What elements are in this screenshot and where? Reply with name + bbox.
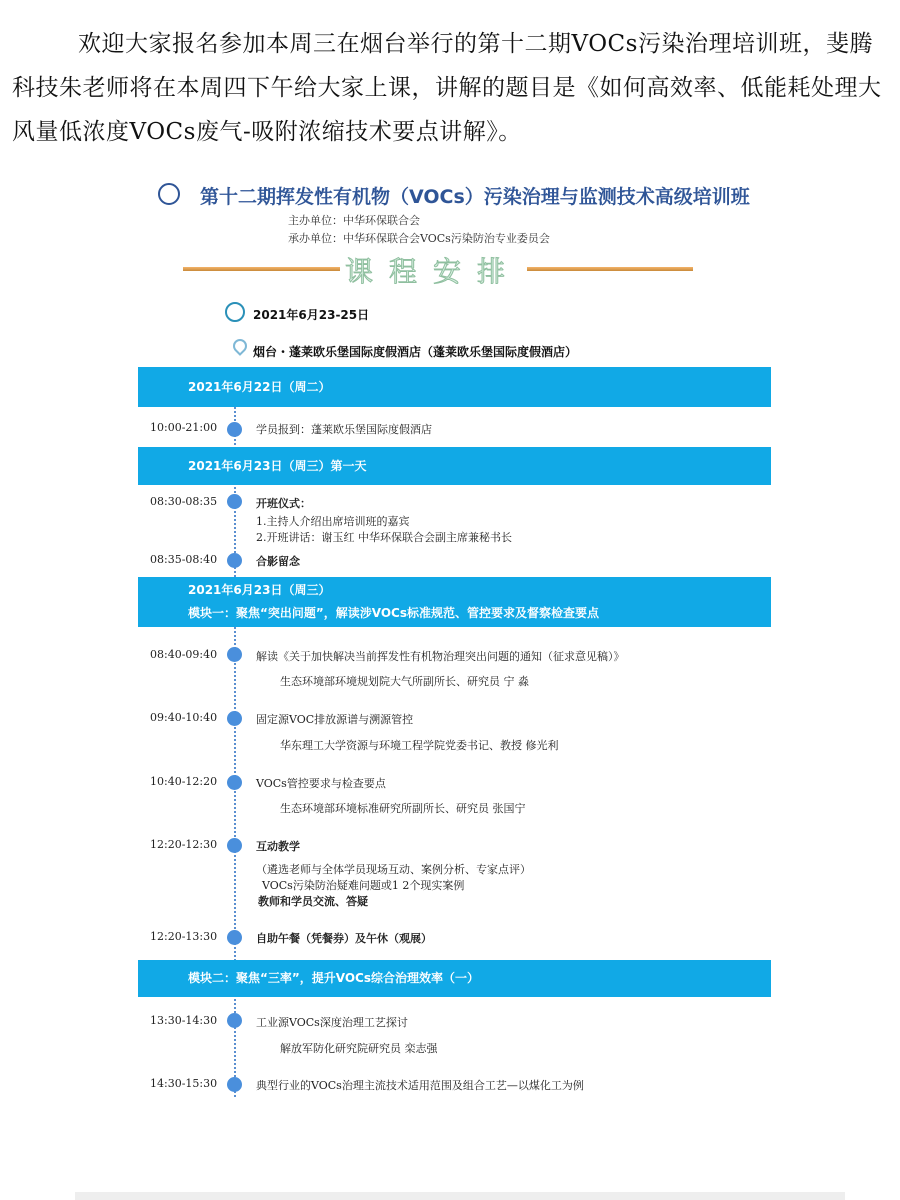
item-line: （遴选老师与全体学员现场互动、案例分析、专家点评） bbox=[256, 863, 531, 876]
item-title: 合影留念 bbox=[256, 555, 300, 568]
item-title: 自助午餐（凭餐券）及午休（观展） bbox=[256, 932, 432, 945]
module-title: 模块一：聚焦“突出问题”，解读涉VOCs标准规范、管控要求及督察检查要点 bbox=[188, 606, 600, 620]
time: 10:40-12:20 bbox=[150, 775, 218, 788]
item-line: VOCs污染防治疑难问题或1 2个现实案例 bbox=[262, 879, 465, 892]
item-line: 1.主持人介绍出席培训班的嘉宾 bbox=[256, 515, 410, 528]
day-bar-0623: 2021年6月23日（周三）第一天 bbox=[138, 447, 771, 485]
time: 12:20-13:30 bbox=[150, 930, 218, 943]
timeline-dot bbox=[227, 838, 242, 853]
item-title: 互动教学 bbox=[256, 840, 300, 853]
speaker: 生态环境部环境标准研究所副所长、研究员 张国宁 bbox=[280, 802, 526, 815]
time: 13:30-14:30 bbox=[150, 1014, 218, 1027]
time: 08:30-08:35 bbox=[150, 495, 218, 508]
speaker: 解放军防化研究院研究员 栾志强 bbox=[280, 1042, 438, 1055]
module-bar-1 bbox=[138, 577, 771, 627]
timeline-dot bbox=[227, 711, 242, 726]
footer-bar bbox=[75, 1192, 845, 1200]
module-date: 2021年6月23日（周三） bbox=[188, 583, 331, 597]
divider-left bbox=[183, 267, 340, 271]
timeline-dot bbox=[227, 422, 242, 437]
event-dates: 2021年6月23-25日 bbox=[253, 308, 370, 322]
item-title: 解读《关于加快解决当前挥发性有机物治理突出问题的通知（征求意见稿）》 bbox=[256, 650, 625, 663]
timeline-dot bbox=[227, 775, 242, 790]
timeline-dot bbox=[227, 647, 242, 662]
time: 09:40-10:40 bbox=[150, 711, 218, 724]
speaker: 华东理工大学资源与环境工程学院党委书记、教授 修光利 bbox=[280, 739, 559, 752]
timeline-dot bbox=[227, 1013, 242, 1028]
item-title: 开班仪式： bbox=[256, 497, 311, 510]
timeline-dot bbox=[227, 1077, 242, 1092]
time: 12:20-12:30 bbox=[150, 838, 218, 851]
location-pin-icon bbox=[230, 336, 250, 356]
timeline-dot bbox=[227, 930, 242, 945]
time: 14:30-15:30 bbox=[150, 1077, 218, 1090]
timeline-dot bbox=[227, 553, 242, 568]
divider-right bbox=[527, 267, 693, 271]
time: 10:00-21:00 bbox=[150, 421, 218, 434]
item-title: 典型行业的VOCs治理主流技术适用范围及组合工艺—以煤化工为例 bbox=[256, 1079, 584, 1092]
item-title: 工业源VOCs深度治理工艺探讨 bbox=[256, 1016, 408, 1029]
item-line: 教师和学员交流、答疑 bbox=[258, 895, 368, 908]
item-title: 固定源VOC排放源谱与溯源管控 bbox=[256, 713, 414, 726]
item-title: VOCs管控要求与检查要点 bbox=[256, 777, 386, 790]
host-unit: 主办单位：中华环保联合会 bbox=[288, 214, 420, 227]
item-title: 学员报到：蓬莱欧乐堡国际度假酒店 bbox=[256, 423, 432, 436]
organizer-unit: 承办单位：中华环保联合会VOCs污染防治专业委员会 bbox=[288, 232, 550, 245]
clock-icon bbox=[225, 302, 245, 322]
intro-paragraph: 欢迎大家报名参加本周三在烟台举行的第十二期VOCs污染治理培训班，斐腾科技朱老师将在本周四下午给大家上课，讲解的题目是《如何高效率、低能耗处理大风量低浓度VOCs废气-吸附浓缩技术要点讲解》。 bbox=[12, 31, 882, 145]
day-bar-0622: 2021年6月22日（周二） bbox=[138, 367, 771, 407]
schedule-heading: 课程安排 bbox=[345, 255, 522, 288]
association-logo-icon bbox=[158, 183, 180, 205]
time: 08:35-08:40 bbox=[150, 553, 218, 566]
poster-title: 第十二期挥发性有机物（VOCs）污染治理与监测技术高级培训班 bbox=[200, 186, 750, 208]
module-bar-2: 模块二：聚焦“三率”，提升VOCs综合治理效率（一） bbox=[138, 960, 771, 997]
timeline-dot bbox=[227, 494, 242, 509]
time: 08:40-09:40 bbox=[150, 648, 218, 661]
item-line: 2.开班讲话：谢玉红 中华环保联合会副主席兼秘书长 bbox=[256, 531, 512, 544]
speaker: 生态环境部环境规划院大气所副所长、研究员 宁 淼 bbox=[280, 675, 529, 688]
event-venue: 烟台・蓬莱欧乐堡国际度假酒店（蓬莱欧乐堡国际度假酒店） bbox=[253, 345, 578, 359]
